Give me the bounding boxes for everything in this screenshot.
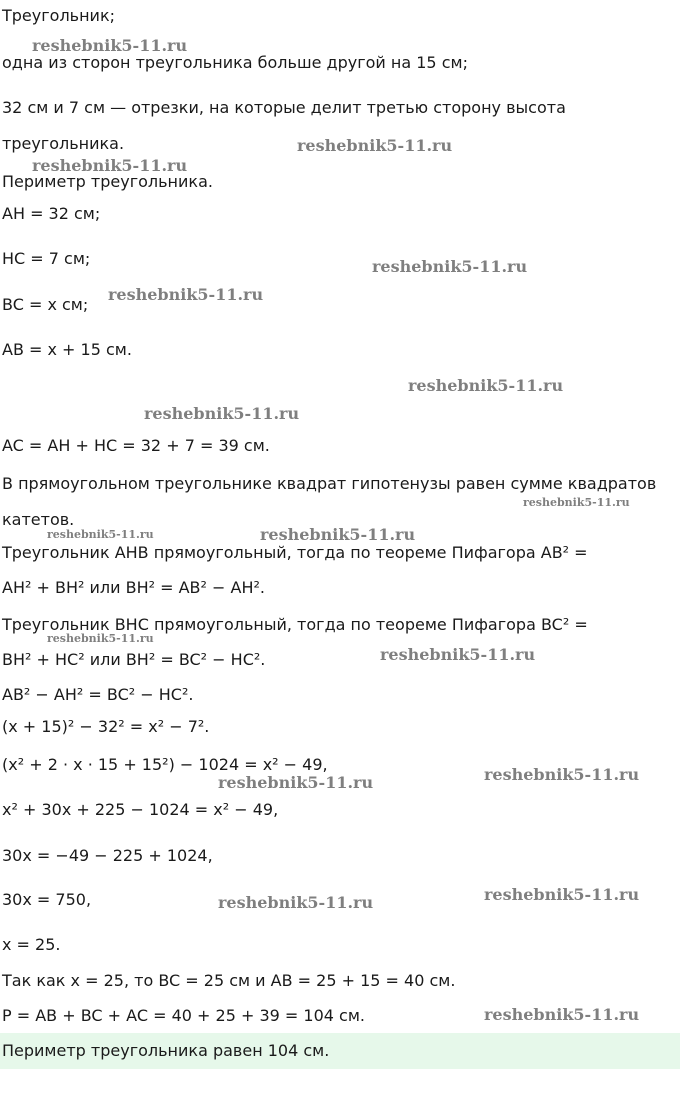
watermark: reshebnik5-11.ru bbox=[32, 156, 188, 175]
solution-ah: AH = 32 см; bbox=[2, 204, 101, 223]
watermark: reshebnik5-11.ru bbox=[484, 765, 640, 784]
given-segments-line-2: треугольника. bbox=[2, 134, 125, 153]
perimeter-calculation: P = AB + BC + AC = 40 + 25 + 39 = 104 см. bbox=[2, 1006, 365, 1025]
solution-ab: AB = x + 15 см. bbox=[2, 340, 132, 359]
watermark: reshebnik5-11.ru bbox=[523, 496, 630, 509]
find-statement: Периметр треугольника. bbox=[2, 172, 213, 191]
triangle-ahb-line-2: AH² + BH² или BH² = AB² − AH². bbox=[2, 578, 265, 597]
triangle-bhc-line-1: Треугольник BHC прямоугольный, тогда по теореме Пифагора BC² = bbox=[2, 615, 588, 634]
watermark: reshebnik5-11.ru bbox=[380, 645, 536, 664]
equation-7: x = 25. bbox=[2, 935, 61, 954]
equation-5: 30x = −49 − 225 + 1024, bbox=[2, 846, 213, 865]
answer-box bbox=[0, 1033, 680, 1069]
pythagoras-rule-line-2: катетов. bbox=[2, 510, 75, 529]
answer-text: Периметр треугольника равен 104 см. bbox=[2, 1041, 330, 1060]
equation-3: (x² + 2 · x · 15 + 15²) − 1024 = x² − 49, bbox=[2, 755, 328, 774]
solution-bc: BC = x см; bbox=[2, 295, 89, 314]
triangle-bhc-line-2: BH² + HC² или BH² = BC² − HC². bbox=[2, 650, 266, 669]
equation-4: x² + 30x + 225 − 1024 = x² − 49, bbox=[2, 800, 279, 819]
equation-2: (x + 15)² − 32² = x² − 7². bbox=[2, 717, 210, 736]
triangle-ahb-line-1: Треугольник AHB прямоугольный, тогда по теореме Пифагора AB² = bbox=[2, 543, 588, 562]
given-side-difference: одна из сторон треугольника больше другой на 15 см; bbox=[2, 53, 468, 72]
solution-ac: AC = AH + HC = 32 + 7 = 39 см. bbox=[2, 436, 270, 455]
equation-1: AB² − AH² = BC² − HC². bbox=[2, 685, 194, 704]
watermark: reshebnik5-11.ru bbox=[108, 285, 264, 304]
watermark: reshebnik5-11.ru bbox=[47, 528, 154, 541]
given-segments-line-1: 32 см и 7 см — отрезки, на которые делит третью сторону высота bbox=[2, 98, 566, 117]
equation-6: 30x = 750, bbox=[2, 890, 92, 909]
watermark: reshebnik5-11.ru bbox=[297, 136, 453, 155]
pythagoras-rule-line-1: В прямоугольном треугольнике квадрат гипотенузы равен сумме квадратов bbox=[2, 474, 657, 493]
watermark: reshebnik5-11.ru bbox=[218, 893, 374, 912]
given-label: Треугольник; bbox=[2, 6, 116, 25]
watermark: reshebnik5-11.ru bbox=[372, 257, 528, 276]
watermark: reshebnik5-11.ru bbox=[218, 773, 374, 792]
computed-values: Так как x = 25, то BC = 25 см и AB = 25 + 15 = 40 см. bbox=[2, 971, 456, 990]
watermark: reshebnik5-11.ru bbox=[260, 525, 416, 544]
watermark: reshebnik5-11.ru bbox=[484, 885, 640, 904]
watermark: reshebnik5-11.ru bbox=[408, 376, 564, 395]
solution-hc: HC = 7 см; bbox=[2, 249, 91, 268]
watermark: reshebnik5-11.ru bbox=[144, 404, 300, 423]
watermark: reshebnik5-11.ru bbox=[484, 1005, 640, 1024]
watermark: reshebnik5-11.ru bbox=[47, 632, 154, 645]
watermark: reshebnik5-11.ru bbox=[32, 36, 188, 55]
